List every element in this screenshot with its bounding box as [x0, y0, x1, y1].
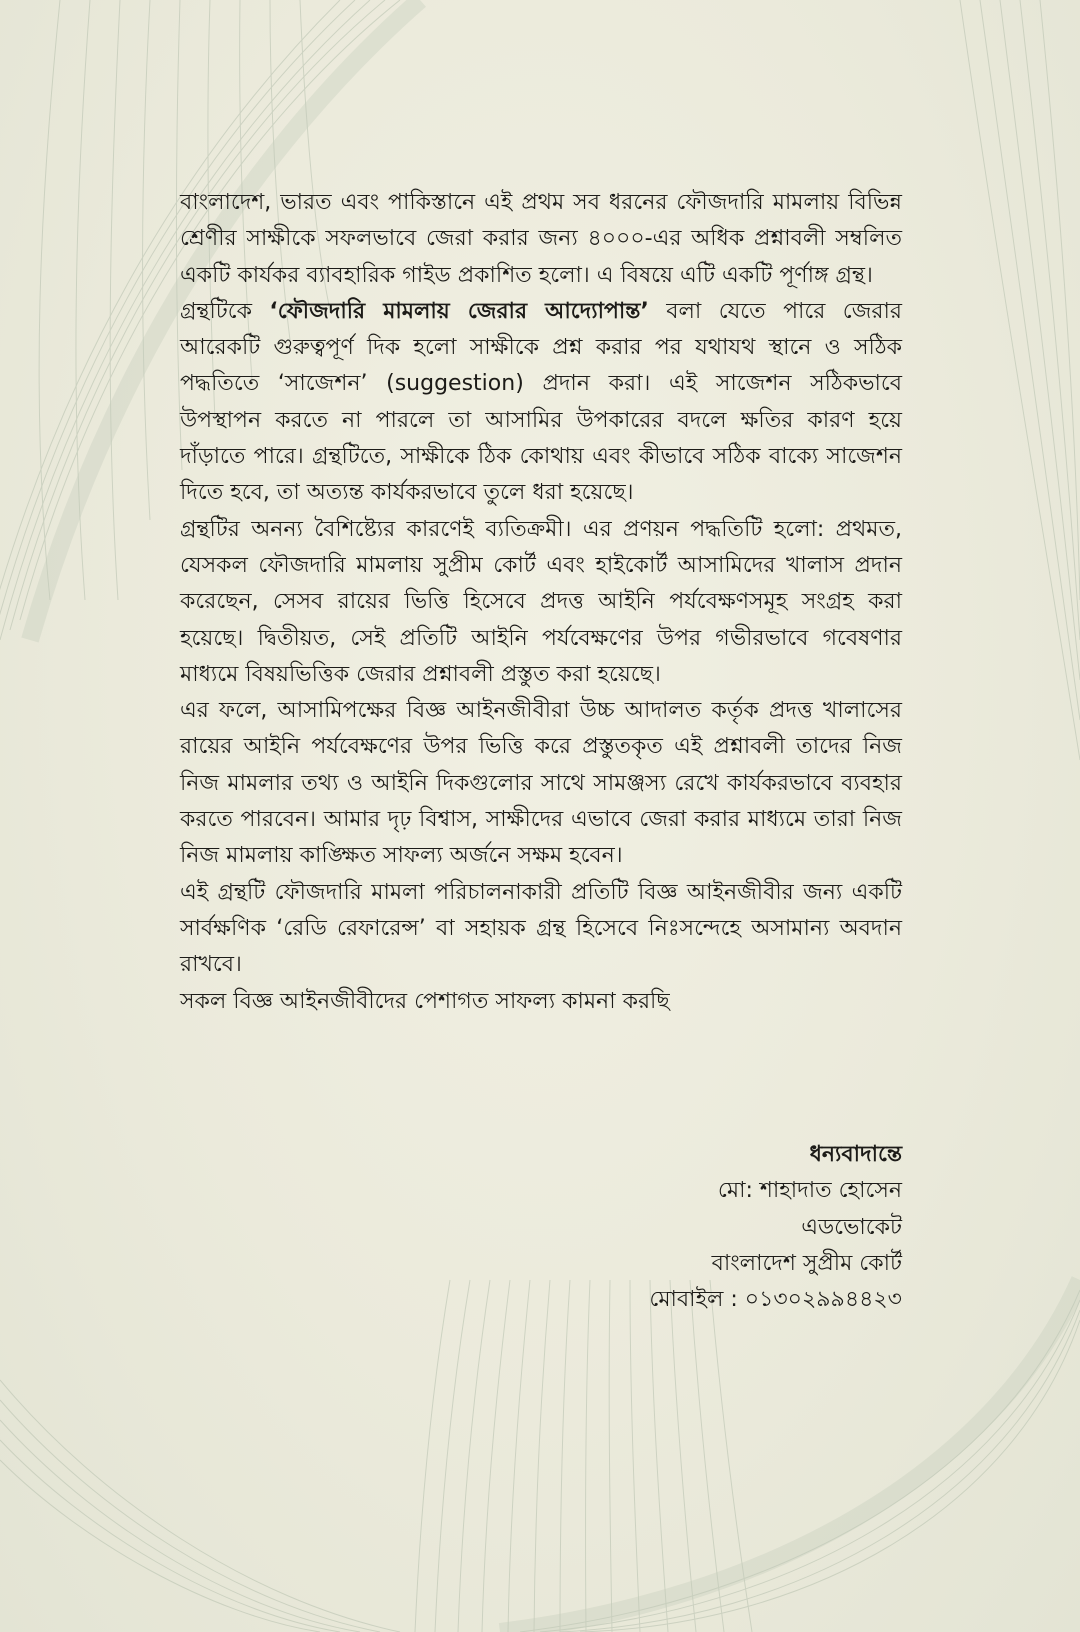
paragraph-benefit: এর ফলে, আসামিপক্ষের বিজ্ঞ আইনজীবীরা উচ্চ আদালত কর্তৃক প্রদত্ত খালাসের রায়ের আইনি পর্যবেক্ষণের উপর ভিত্তি করে প্রস্তুতকৃত এই প্রশ্নাবলী তাদের নিজ নিজ মামলার তথ্য ও আইনি দিকগুলোর সাথে সামঞ্জস্য রেখে কার্যকরভাবে ব্যবহার করতে পারবেন। আমার দৃঢ় বিশ্বাস, সাক্ষীদের এভাবে জেরা করার মাধ্যমে তারা নিজ নিজ মামলায় কাঙ্ক্ষিত সাফল্য অর্জনে সক্ষম হবেন।: [180, 698, 902, 869]
signature-thanks: ধন্যবাদান্তে: [809, 1142, 902, 1167]
book-title-quote: ‘ফৌজদারি মামলায় জেরার আদ্যোপান্ত’: [269, 298, 649, 324]
paragraph-reference: এই গ্রন্থটি ফৌজদারি মামলা পরিচালনাকারী প্রতিটি বিজ্ঞ আইনজীবীর জন্য একটি সার্বক্ষণিক ‘রেডি রেফারেন্স’ বা সহায়ক গ্রন্থ হিসেবে নিঃসন্দেহে অসামান্য অবদান রাখবে।: [180, 879, 902, 978]
paragraph-wishes: সকল বিজ্ঞ আইনজীবীদের পেশাগত সাফল্য কামনা করছি: [180, 988, 670, 1014]
document-body: [180, 185, 902, 1020]
paragraph-prefix: গ্রন্থটিকে: [180, 298, 270, 324]
paragraph-method: গ্রন্থটির অনন্য বৈশিষ্ট্যের কারণেই ব্যতিক্রমী। এর প্রণয়ন পদ্ধতিটি হলো: প্রথমত, যেসকল ফৌজদারি মামলায় সুপ্রীম কোর্ট এবং হাইকোর্ট আসামিদের খালাস প্রদান করেছেন, সেসব রায়ের ভিত্তি হিসেবে প্রদত্ত আইনি পর্যবেক্ষণসমূহ সংগ্রহ করা হয়েছে। দ্বিতীয়ত, সেই প্রতিটি আইনি পর্যবেক্ষণের উপর গভীরভাবে গবেষণার মাধ্যমে বিষয়ভিত্তিক জেরার প্রশ্নাবলী প্রস্তুত করা হয়েছে।: [180, 516, 902, 687]
paragraph-intro: বাংলাদেশ, ভারত এবং পাকিস্তানে এই প্রথম সব ধরনের ফৌজদারি মামলায় বিভিন্ন শ্রেণীর সাক্ষীকে সফলভাবে জেরা করার জন্য ৪০০০-এর অধিক প্রশ্নাবলী সম্বলিত একটি কার্যকর ব্যাবহারিক গাইড প্রকাশিত হলো। এ বিষয়ে এটি একটি পূর্ণাঙ্গ গ্রন্থ।: [180, 190, 902, 288]
paragraph-title-mention: [180, 294, 902, 512]
signature-court: বাংলাদেশ সুপ্রীম কোর্ট: [711, 1250, 902, 1276]
signature-mobile: মোবাইল : ০১৩০২৯৯৪৪২৩: [649, 1287, 902, 1313]
signature-title: এডভোকেট: [801, 1214, 902, 1240]
paragraph-body: বলা যেতে পারে জেরার আরেকটি গুরুত্বপূর্ণ দিক হলো সাক্ষীকে প্রশ্ন করার পর যথাযথ স্থানে ও সঠিক পদ্ধতিতে ‘সাজেশন’ (suggestion) প্রদান করা। এই সাজেশন সঠিকভাবে উপস্থাপন করতে না পারলে তা আসামির উপকারের বদলে ক্ষতির কারণ হয়ে দাঁড়াতে পারে। গ্রন্থটিতে, সাক্ষীকে ঠিক কোথায় এবং কীভাবে সঠিক বাক্যে সাজেশন দিতে হবে, তা অত্যন্ত কার্যকরভাবে তুলে ধরা হয়েছে।: [180, 298, 902, 506]
signature-name: মো: শাহাদাত হোসেন: [717, 1178, 902, 1204]
signature-block: [649, 1137, 902, 1318]
